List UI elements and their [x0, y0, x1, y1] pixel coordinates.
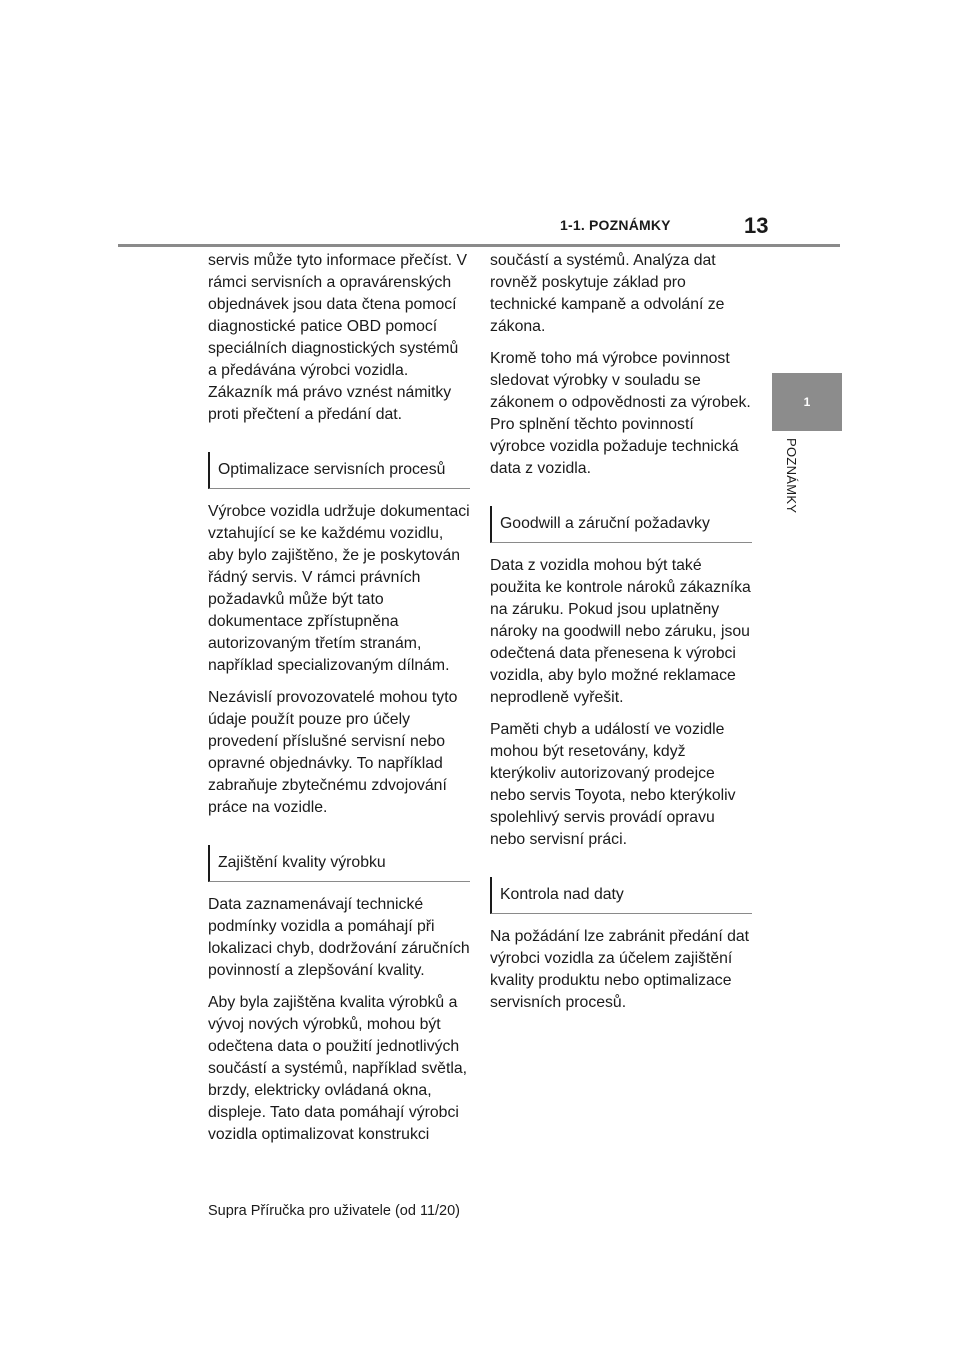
- body-paragraph: Data zaznamenávají technické podmínky vozidla a pomáhají při lokalizaci chyb, dodržování záručních povinností a zlepšování kvality.: [208, 896, 470, 979]
- section-heading: Optimalizace servisních procesů: [208, 452, 470, 489]
- chapter-number: 1: [803, 395, 811, 409]
- right-column: [490, 250, 752, 1024]
- body-paragraph: Data z vozidla mohou být také použita ke kontrole nároků zákazníka na záruku. Pokud jsou uplatněny nároky na goodwill nebo záruku, jsou odečtená data přenesena k výrobci vozidla, aby bylo možné reklamace neprodleně vyřešit.: [490, 557, 751, 706]
- chapter-label: POZNÁMKY: [784, 438, 799, 514]
- header-divider: [118, 244, 840, 247]
- intro-paragraph: servis může tyto informace přečíst. V rámci servisních a opravárenských objednávek jsou data čtena pomocí diagnostické patice OBD pomocí speciálních diagnostických systémů a předávána výrobci vozidla. Zákazník má právo vznést námitky proti přečtení a předání dat.: [208, 252, 467, 423]
- section-title: 1-1. POZNÁMKY: [560, 217, 671, 233]
- section-heading: Goodwill a záruční požadavky: [490, 506, 752, 543]
- left-column: [208, 250, 470, 1156]
- section-heading: Zajištění kvality výrobku: [208, 845, 470, 882]
- body-paragraph: Na požádání lze zabránit předání dat výrobci vozidla za účelem zajištění kvality produktu nebo optimalizace servisních procesů.: [490, 928, 750, 1011]
- body-paragraph: Aby byla zajištěna kvalita výrobků a vývoj nových výrobků, mohou být odečtena data o použití jednotlivých součástí a systémů, například světla, brzdy, elektricky ovládaná okna, displeje. Tato data pomáhají výrobci vozidla optimalizovat konstrukci: [208, 994, 468, 1143]
- chapter-label-wrap: [784, 438, 808, 538]
- body-paragraph: Nezávislí provozovatelé mohou tyto údaje použít pouze pro účely provedení příslušné servisní nebo opravné objednávky. To například zabraňuje zbytečnému zdvojování práce na vozidle.: [208, 689, 458, 816]
- body-paragraph: Paměti chyb a událostí ve vozidle mohou být resetovány, když kterýkoliv autorizovaný prodejce nebo servis Toyota, nebo kterýkoliv spolehlivý servis provádí opravu nebo servisní práci.: [490, 721, 736, 848]
- page-number: 13: [744, 213, 769, 238]
- section-heading: Kontrola nad daty: [490, 877, 752, 914]
- body-paragraph: Kromě toho má výrobce povinnost sledovat výrobky v souladu se zákonem o odpovědnosti za výrobek. Pro splnění těchto povinností výrobce vozidla požaduje technická data z vozidla.: [490, 350, 751, 477]
- body-paragraph: Výrobce vozidla udržuje dokumentaci vztahující se ke každému vozidlu, aby bylo zajištěno, že je poskytován řádný servis. V rámci právních požadavků může být tato dokumentace zpřístupněna autorizovaným třetím stranám, například specializovaným dílnám.: [208, 503, 470, 674]
- footer-text: Supra Příručka pro uživatele (od 11/20): [208, 1203, 461, 1219]
- chapter-tab[interactable]: [772, 373, 842, 431]
- body-paragraph: součástí a systémů. Analýza dat rovněž poskytuje základ pro technické kampaně a odvolání ze zákona.: [490, 252, 725, 335]
